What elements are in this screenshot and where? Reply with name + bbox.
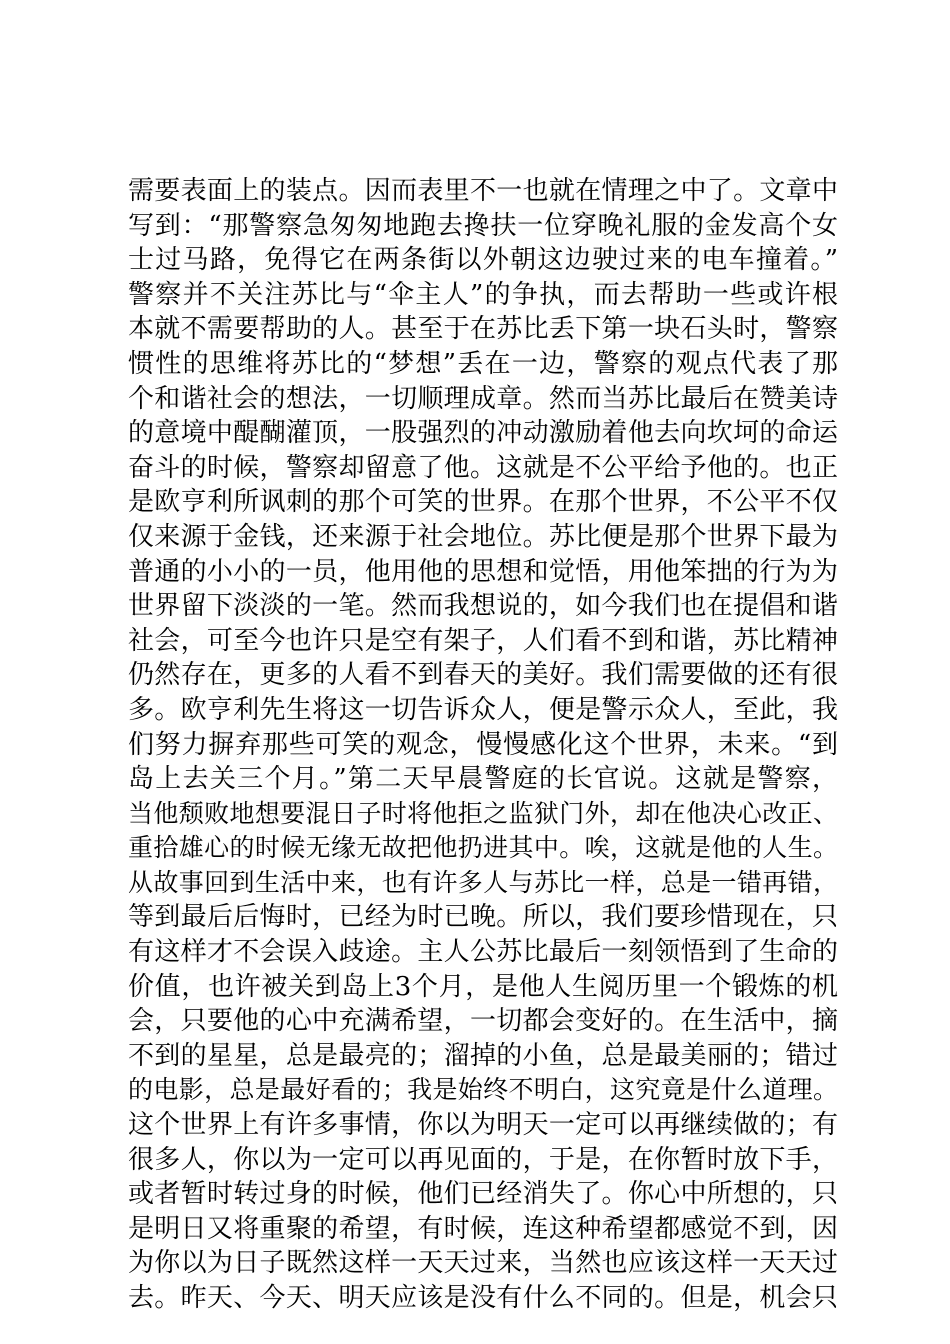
- text-line: 价值，也许被关到岛上3个月，是他人生阅历里一个锻炼的机: [128, 971, 838, 1002]
- text-line: 世界留下淡淡的一笔。然而我想说的，如今我们也在提倡和谐: [128, 591, 838, 622]
- text-line: 仅来源于金钱，还来源于社会地位。苏比便是那个世界下最为: [128, 521, 838, 552]
- text-line: 的意境中醍醐灌顶，一股强烈的冲动激励着他去向坎坷的命运: [128, 418, 838, 449]
- text-line: 社会，可至今也许只是空有架子，人们看不到和谐，苏比精神: [128, 625, 838, 656]
- text-line: 多。欧亨利先生将这一切告诉众人，便是警示众人，至此，我: [128, 694, 838, 725]
- text-line: 警察并不关注苏比与“伞主人”的争执，而去帮助一些或许根: [128, 279, 838, 310]
- text-line: 很多人，你以为一定可以再见面的，于是，在你暂时放下手，: [128, 1144, 838, 1175]
- text-line: 奋斗的时候，警察却留意了他。这就是不公平给予他的。也正: [128, 452, 838, 483]
- text-line: 或者暂时转过身的时候，他们已经消失了。你心中所想的，只: [128, 1179, 838, 1210]
- text-line: 为你以为日子既然这样一天天过来，当然也应该这样一天天过: [128, 1248, 838, 1279]
- text-line: 等到最后后悔时，已经为时已晚。所以，我们要珍惜现在，只: [128, 902, 838, 933]
- text-line: 士过马路，免得它在两条街以外朝这边驶过来的电车撞着。”: [128, 245, 838, 276]
- text-line: 会，只要他的心中充满希望，一切都会变好的。在生活中，摘: [128, 1006, 838, 1037]
- text-line: 不到的星星，总是最亮的；溜掉的小鱼，总是最美丽的；错过: [128, 1040, 838, 1071]
- text-line: 写到：“那警察急匆匆地跑去搀扶一位穿晚礼服的金发高个女: [128, 210, 838, 241]
- text-line: 仍然存在，更多的人看不到春天的美好。我们需要做的还有很: [128, 660, 838, 691]
- text-line: 是欧亨利所讽刺的那个可笑的世界。在那个世界，不公平不仅: [128, 487, 838, 518]
- text-line: 有这样才不会误入歧途。主人公苏比最后一刻领悟到了生命的: [128, 937, 838, 968]
- text-line: 重拾雄心的时候无缘无故把他扔进其中。唉，这就是他的人生。: [128, 833, 838, 863]
- text-line: 普通的小小的一员，他用他的思想和觉悟，用他笨拙的行为为: [128, 556, 838, 587]
- text-line: 是明日又将重聚的希望，有时候，连这种希望都感觉不到，因: [128, 1213, 838, 1244]
- body-text: [128, 174, 838, 1316]
- text-line: 惯性的思维将苏比的“梦想”丢在一边，警察的观点代表了那: [128, 348, 838, 379]
- text-line: 岛上去关三个月。”第二天早晨警庭的长官说。这就是警察，: [128, 764, 838, 795]
- text-line: 本就不需要帮助的人。甚至于在苏比丢下第一块石头时，警察: [128, 314, 838, 345]
- text-line: 从故事回到生活中来，也有许多人与苏比一样，总是一错再错，: [128, 867, 838, 897]
- text-line: 去。昨天、今天、明天应该是没有什么不同的。但是，机会只: [128, 1283, 838, 1313]
- text-line: 需要表面上的装点。因而表里不一也就在情理之中了。文章中: [128, 176, 838, 206]
- text-line: 个和谐社会的想法，一切顺理成章。然而当苏比最后在赞美诗: [128, 383, 838, 414]
- text-line: 的电影，总是最好看的；我是始终不明白，这究竟是什么道理。: [128, 1075, 838, 1105]
- text-line: 们努力摒弃那些可笑的观念，慢慢感化这个世界，未来。“到: [128, 729, 838, 760]
- text-line: 当他颓败地想要混日子时将他拒之监狱门外，却在他决心改正、: [128, 798, 838, 828]
- text-line: 这个世界上有许多事情，你以为明天一定可以再继续做的；有: [128, 1110, 838, 1141]
